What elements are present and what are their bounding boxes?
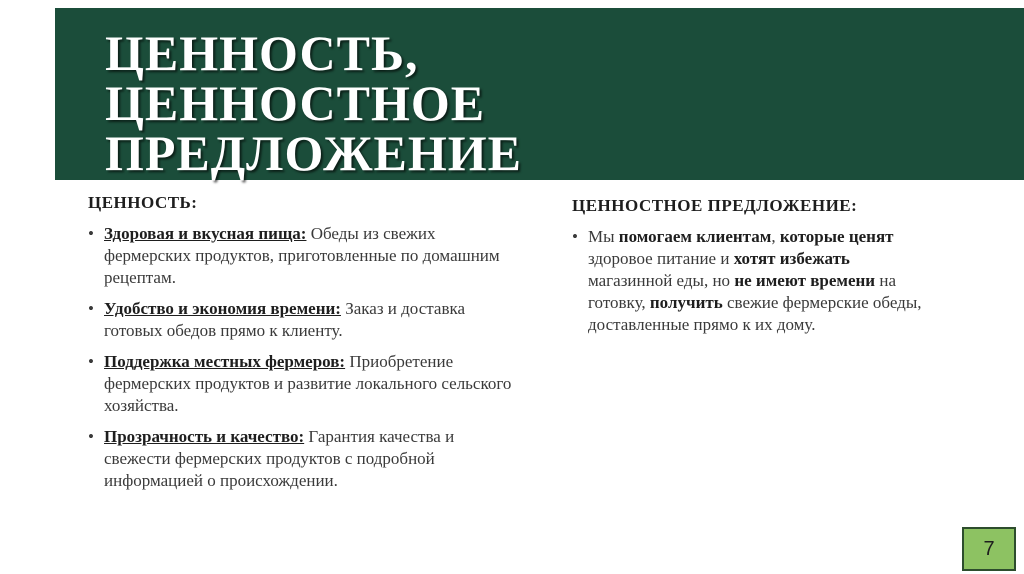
list-item bbox=[566, 226, 926, 336]
proposition-part: свежие фермерские обеды, доставленные прямо к их дому. bbox=[588, 293, 922, 334]
value-heading: ЦЕННОСТЬ: bbox=[88, 193, 198, 212]
value-proposition-heading: ЦЕННОСТНОЕ ПРЕДЛОЖЕНИЕ: bbox=[572, 196, 858, 215]
value-column bbox=[82, 193, 522, 501]
proposition-part: магазинной еды, но bbox=[588, 271, 735, 290]
item-term: Прозрачность и качество: bbox=[104, 427, 305, 446]
list-item bbox=[82, 351, 522, 417]
item-text: Обеды из свежих фермерских продуктов, приготовленные по домашним рецептам. bbox=[104, 224, 500, 287]
bullet-icon: • bbox=[88, 352, 94, 371]
list-item bbox=[82, 298, 522, 342]
title-line-2: ЦЕННОСТНОЕ bbox=[105, 75, 486, 131]
item-text: Приобретение фермерских продуктов и развитие локального сельского хозяйства. bbox=[104, 352, 512, 415]
item-term: Поддержка местных фермеров: bbox=[104, 352, 346, 371]
item-term: Здоровая и вкусная пища: bbox=[104, 224, 307, 243]
value-list bbox=[82, 223, 522, 492]
proposition-part-bold: получить bbox=[649, 293, 723, 312]
title-line-3: ПРЕДЛОЖЕНИЕ bbox=[105, 125, 523, 181]
item-text: Заказ и доставка готовых обедов прямо к клиенту. bbox=[104, 299, 466, 340]
proposition-part-bold: хотят избежать bbox=[733, 249, 850, 268]
bullet-icon: • bbox=[88, 224, 94, 243]
proposition-part-bold: помогаем клиентам bbox=[618, 227, 772, 246]
proposition-part-bold: не имеют времени bbox=[734, 271, 876, 290]
proposition-part: на готовку, bbox=[588, 271, 896, 312]
item-term: Удобство и экономия времени: bbox=[104, 299, 341, 318]
bullet-icon: • bbox=[88, 427, 94, 446]
proposition-part: здоровое питание и bbox=[588, 249, 734, 268]
item-text: Гарантия качества и свежести фермерских продуктов с подробной информацией о происхождении. bbox=[104, 427, 455, 490]
bullet-icon: • bbox=[88, 299, 94, 318]
proposition-part: , bbox=[771, 227, 780, 246]
title-line-1: ЦЕННОСТЬ, bbox=[105, 25, 419, 81]
list-item bbox=[82, 426, 522, 492]
value-proposition-column bbox=[566, 196, 926, 345]
slide-title bbox=[105, 25, 523, 181]
page-number: 7 bbox=[962, 527, 1016, 571]
value-proposition-list bbox=[566, 226, 926, 336]
list-item bbox=[82, 223, 522, 289]
bullet-icon: • bbox=[572, 227, 578, 246]
proposition-part: Мы bbox=[588, 227, 619, 246]
proposition-part-bold: которые ценят bbox=[779, 227, 894, 246]
